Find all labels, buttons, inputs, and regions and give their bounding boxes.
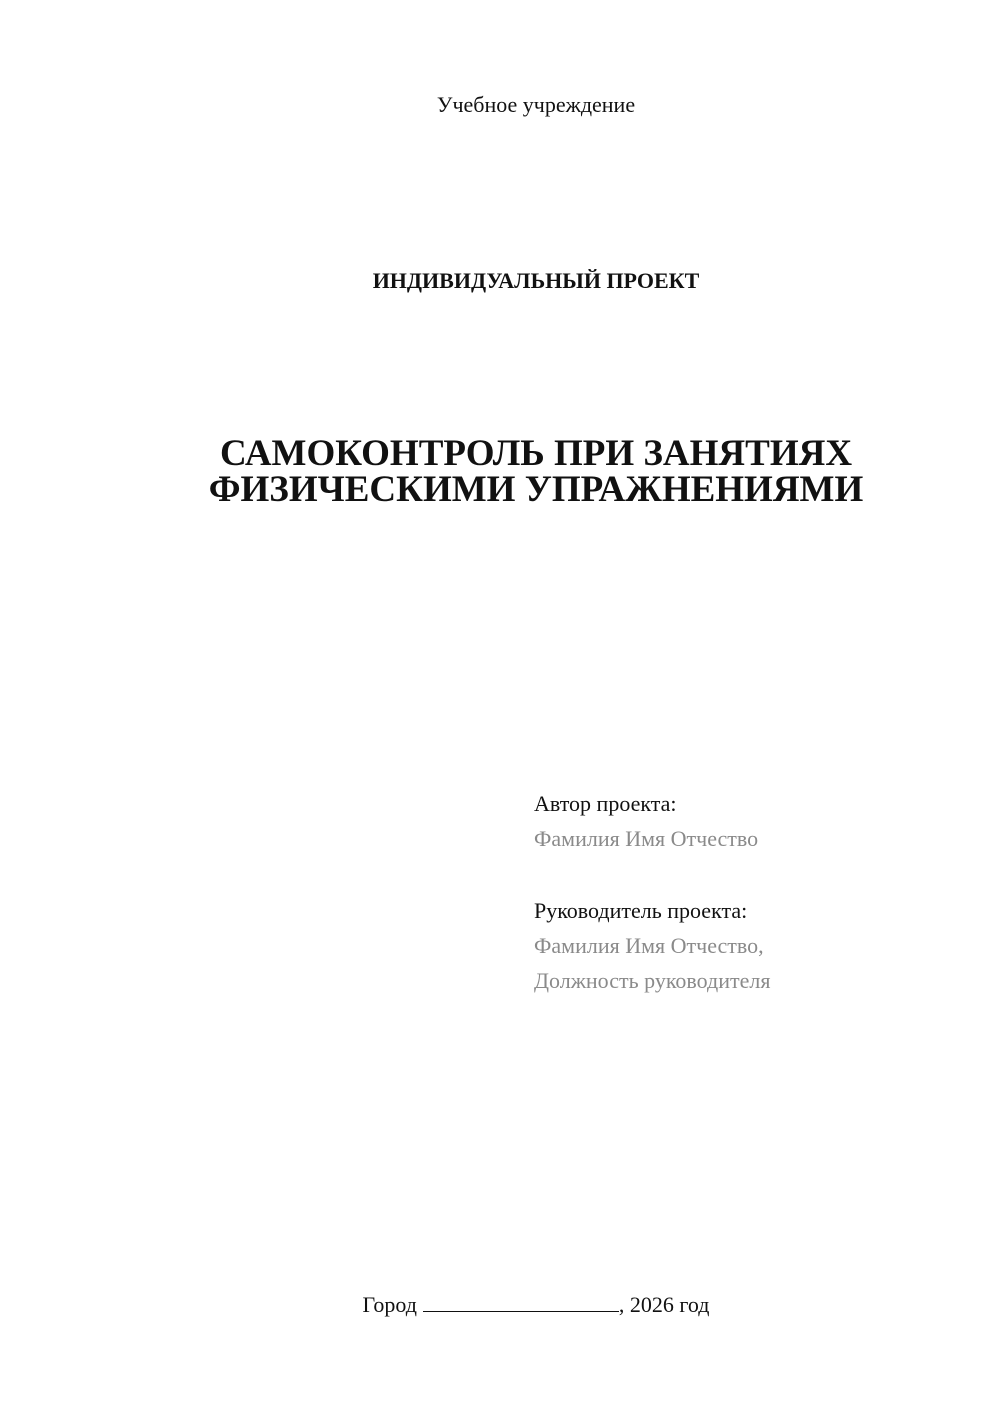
supervisor-label: Руководитель проекта: [534, 898, 748, 923]
author-label: Автор проекта: [534, 791, 677, 816]
supervisor-position-placeholder: Должность руководителя [534, 968, 771, 993]
supervisor-name-placeholder: Фамилия Имя Отчество, [534, 933, 764, 958]
project-title [0, 433, 1000, 510]
year-text: , 2026 год [618, 1292, 710, 1317]
project-title-line-1: САМОКОНТРОЛЬ ПРИ ЗАНЯТИЯХ [219, 433, 853, 474]
city-blank-line [423, 1291, 619, 1312]
author-name-placeholder: Фамилия Имя Отчество [534, 826, 759, 851]
footer-city-year [0, 1290, 1000, 1320]
supervisor-block [534, 893, 974, 998]
city-label: Город [362, 1292, 417, 1317]
institution-name: Учебное учреждение [436, 92, 636, 117]
project-title-line-2: ФИЗИЧЕСКИМИ УПРАЖНЕНИЯМИ [208, 469, 864, 510]
project-type-heading: ИНДИВИДУАЛЬНЫЙ ПРОЕКТ [372, 268, 700, 293]
author-block [534, 786, 974, 856]
